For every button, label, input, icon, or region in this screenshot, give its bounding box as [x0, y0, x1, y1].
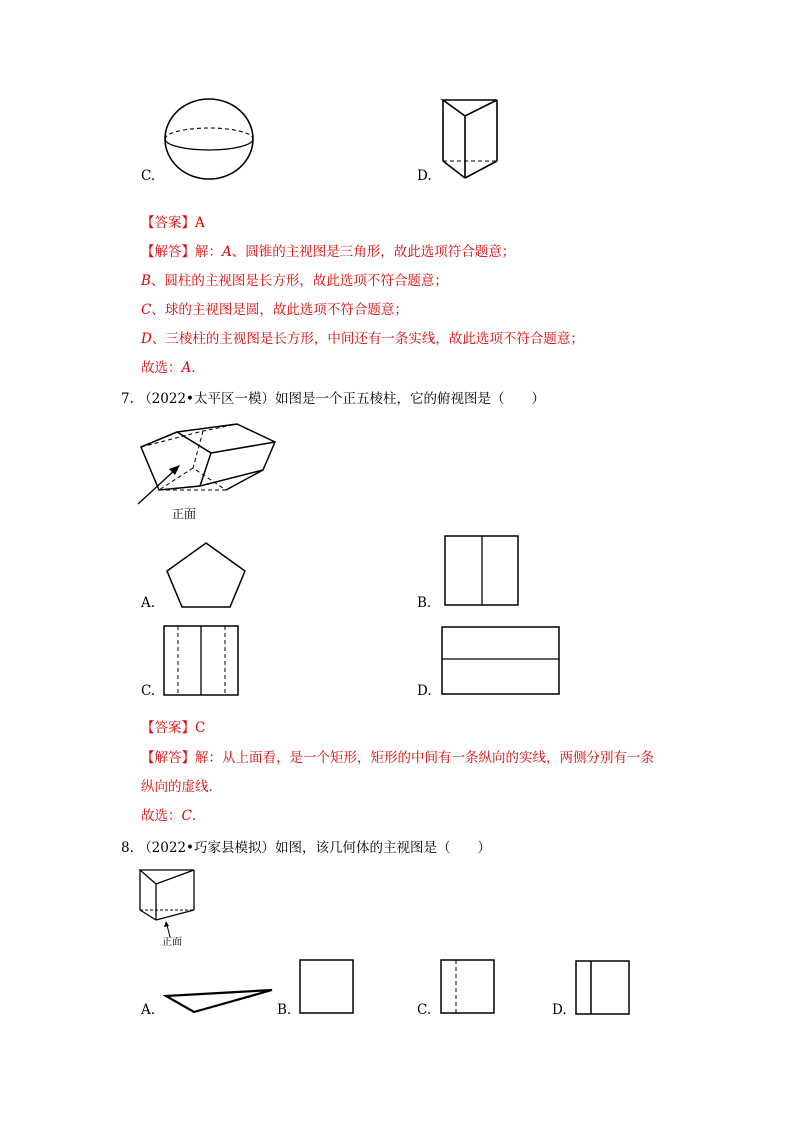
q7-option-b-rect-split — [444, 535, 520, 607]
question-stem: （2022•巧家县模拟）如图，该几何体的主视图是（ ） — [138, 840, 492, 856]
q7-solution-line-2: 纵向的虚线. — [141, 779, 213, 795]
option-letter: A — [222, 244, 232, 260]
q7-stem — [121, 389, 545, 409]
triangular-prism-figure — [440, 97, 500, 183]
q8-figure-caption: 正面 — [162, 937, 182, 948]
q7-option-b-label: B. — [417, 595, 432, 611]
q6-solution-line-3 — [141, 300, 408, 320]
q7-option-d-rect-horizontal — [441, 626, 561, 696]
sphere-figure — [163, 97, 255, 181]
solution-text: 、圆柱的主视图是长方形，故此选项不符合题意； — [150, 273, 448, 289]
solution-text: 解：从上面看，是一个矩形，矩形的中间有一条纵向的实线，两侧分别有一条 — [195, 750, 654, 766]
solution-text: 、球的主视图是圆，故此选项不符合题意； — [151, 302, 408, 318]
q8-option-b-label: B. — [277, 1002, 292, 1018]
conclusion-prefix: 故选： — [141, 808, 182, 824]
q8-option-c-label: C. — [417, 1002, 432, 1018]
q7-option-a-pentagon — [163, 540, 249, 610]
q8-option-a-label: A. — [141, 1002, 156, 1018]
q7-answer — [141, 718, 205, 738]
option-letter: D — [141, 331, 152, 347]
q6-solution-line-1 — [141, 242, 515, 262]
q7-solution-line-1 — [141, 748, 654, 768]
q8-option-d-label: D. — [552, 1002, 567, 1018]
solution-text: 、三棱柱的主视图是长方形，中间还有一条实线，故此选项不符合题意； — [151, 331, 584, 347]
q7-option-c-label: C. — [141, 683, 156, 699]
q8-solid-figure — [136, 866, 198, 938]
q7-option-a-label: A. — [141, 595, 156, 611]
answer-tag: 【答案】 — [141, 720, 195, 736]
answer-tag: 【答案】 — [141, 215, 195, 231]
q8-option-b-square — [299, 959, 355, 1015]
solution-text: 、圆锥的主视图是三角形，故此选项符合题意； — [231, 244, 516, 260]
solution-intro: 解： — [195, 244, 222, 260]
q6-option-c-label: C. — [141, 168, 156, 184]
conclusion-prefix: 故选： — [141, 360, 182, 376]
solution-tag: 【解答】 — [141, 244, 195, 260]
q7-option-c-rect-dashed — [163, 625, 239, 697]
q8-option-a-triangle — [164, 986, 276, 1016]
answer-value: C — [195, 720, 206, 736]
q8-stem — [121, 838, 491, 858]
conclusion-value: C — [181, 808, 192, 824]
conclusion-suffix: . — [191, 808, 197, 824]
q7-conclusion — [141, 806, 196, 826]
answer-value: A — [195, 215, 205, 231]
q6-solution-line-2 — [141, 271, 448, 291]
option-letter: C — [141, 302, 152, 318]
pentagonal-prism-figure — [130, 418, 280, 524]
q8-option-d-square-solid — [575, 960, 631, 1016]
q6-answer — [141, 213, 205, 233]
conclusion-suffix: . — [191, 360, 196, 376]
q6-option-d-label: D. — [417, 168, 432, 184]
question-number: 7. — [121, 391, 134, 407]
q6-conclusion — [141, 358, 196, 378]
conclusion-value: A — [181, 360, 192, 376]
q8-option-c-square-dashed — [440, 959, 496, 1015]
q6-solution-line-4 — [141, 329, 584, 349]
q7-figure-caption: 正面 — [172, 507, 197, 521]
q7-option-d-label: D. — [417, 683, 432, 699]
option-letter: B — [141, 273, 151, 289]
solution-tag: 【解答】 — [141, 750, 195, 766]
question-stem: （2022•太平区一模）如图是一个正五棱柱，它的俯视图是（ ） — [138, 391, 546, 407]
question-number: 8. — [121, 840, 134, 856]
